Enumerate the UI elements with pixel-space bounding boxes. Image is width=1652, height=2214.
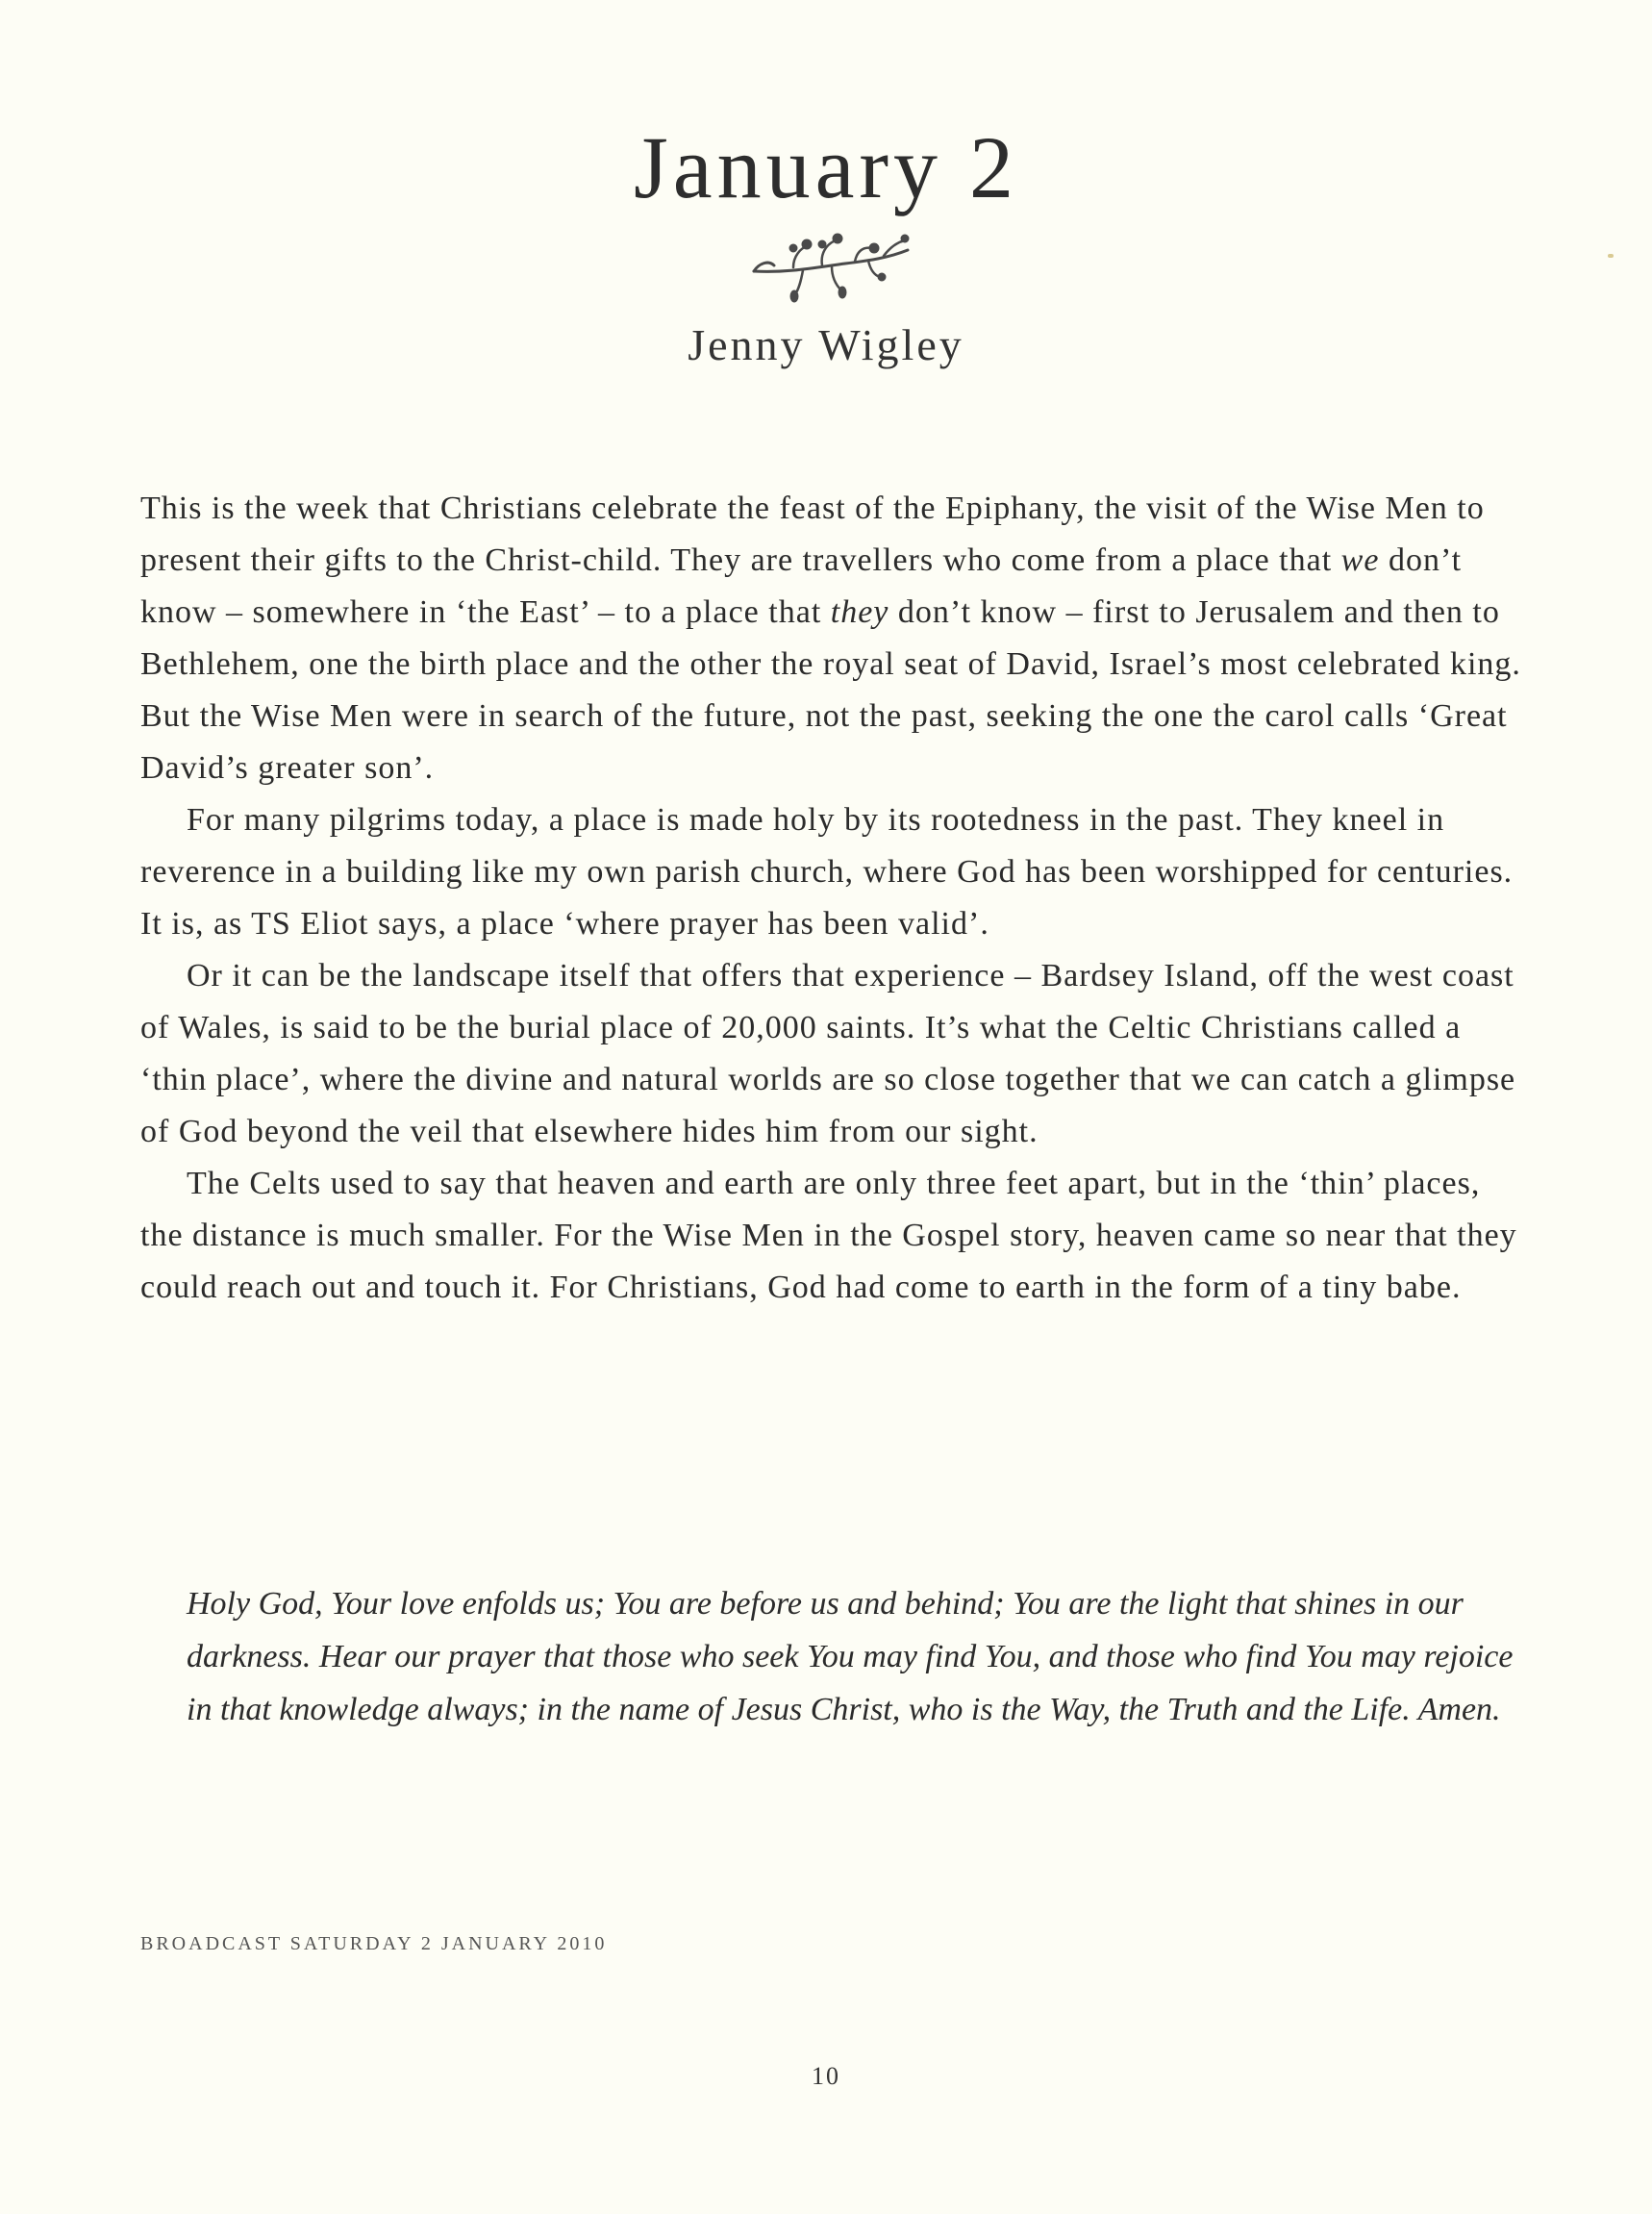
paragraph-text: Or it can be the landscape itself that offers that experience – Bardsey Island, off the west coast of Wales, is said to be the burial place of 20,000 saints. It’s what the Celtic Christians called a ‘thin place’, where the divine and natural worlds are so close together that we can catch a glimpse of God beyond the veil that elsewhere hides him from our sight. xyxy=(140,958,1516,1149)
paragraph-3 xyxy=(140,950,1525,1158)
broadcast-date: BROADCAST SATURDAY 2 JANUARY 2010 xyxy=(140,1933,608,1954)
paragraph-text: don’t know – first to Jerusalem and then to Bethlehem, one the birth place and the other the royal seat of David, Israel’s most celebrated king. But the Wise Men were in search of the future, not the past, seeking the one the carol calls ‘Great David’s greater son’. xyxy=(140,594,1521,786)
paragraph-2 xyxy=(140,794,1525,950)
prayer-text: Holy God, Your love enfolds us; You are before us and behind; You are the light that shines in our darkness. Hear our prayer that those who seek You may find You, and those who find You may rejoice in that knowledge always; in the name of Jesus Christ, who is the Way, the Truth and the Life. Amen. xyxy=(187,1586,1514,1727)
paper-speck xyxy=(1608,254,1614,258)
emphasis-they: they xyxy=(830,594,889,630)
paragraph-4 xyxy=(140,1158,1525,1314)
leafy-vine-flourish-icon xyxy=(749,229,913,306)
paragraph-1 xyxy=(140,483,1525,794)
emphasis-we: we xyxy=(1340,542,1380,578)
paragraph-text: For many pilgrims today, a place is made holy by its rootedness in the past. They kneel in reverence in a building like my own parish church, where God has been worshipped for centuries. It is, as TS Eliot says, a place ‘where prayer has been valid’. xyxy=(140,802,1514,942)
article-body xyxy=(140,483,1525,1314)
author-name: Jenny Wigley xyxy=(688,320,964,369)
paragraph-text: don’t know – somewhere in ‘the East’ – to a place that xyxy=(140,542,1463,630)
paragraph-text: The Celts used to say that heaven and earth are only three feet apart, but in the ‘thin’ places, the distance is much smaller. For the Wise Men in the Gospel story, heaven came so near that they could reach out and touch it. For Christians, God had come to earth in the form of a tiny babe. xyxy=(140,1166,1517,1305)
page-title: January 2 xyxy=(633,118,1019,216)
page-number: 10 xyxy=(812,2062,840,2090)
paragraph-text: This is the week that Christians celebrate the feast of the Epiphany, the visit of the Wise Men to present their gifts to the Christ-child. They are travellers who come from a place that xyxy=(140,491,1485,578)
